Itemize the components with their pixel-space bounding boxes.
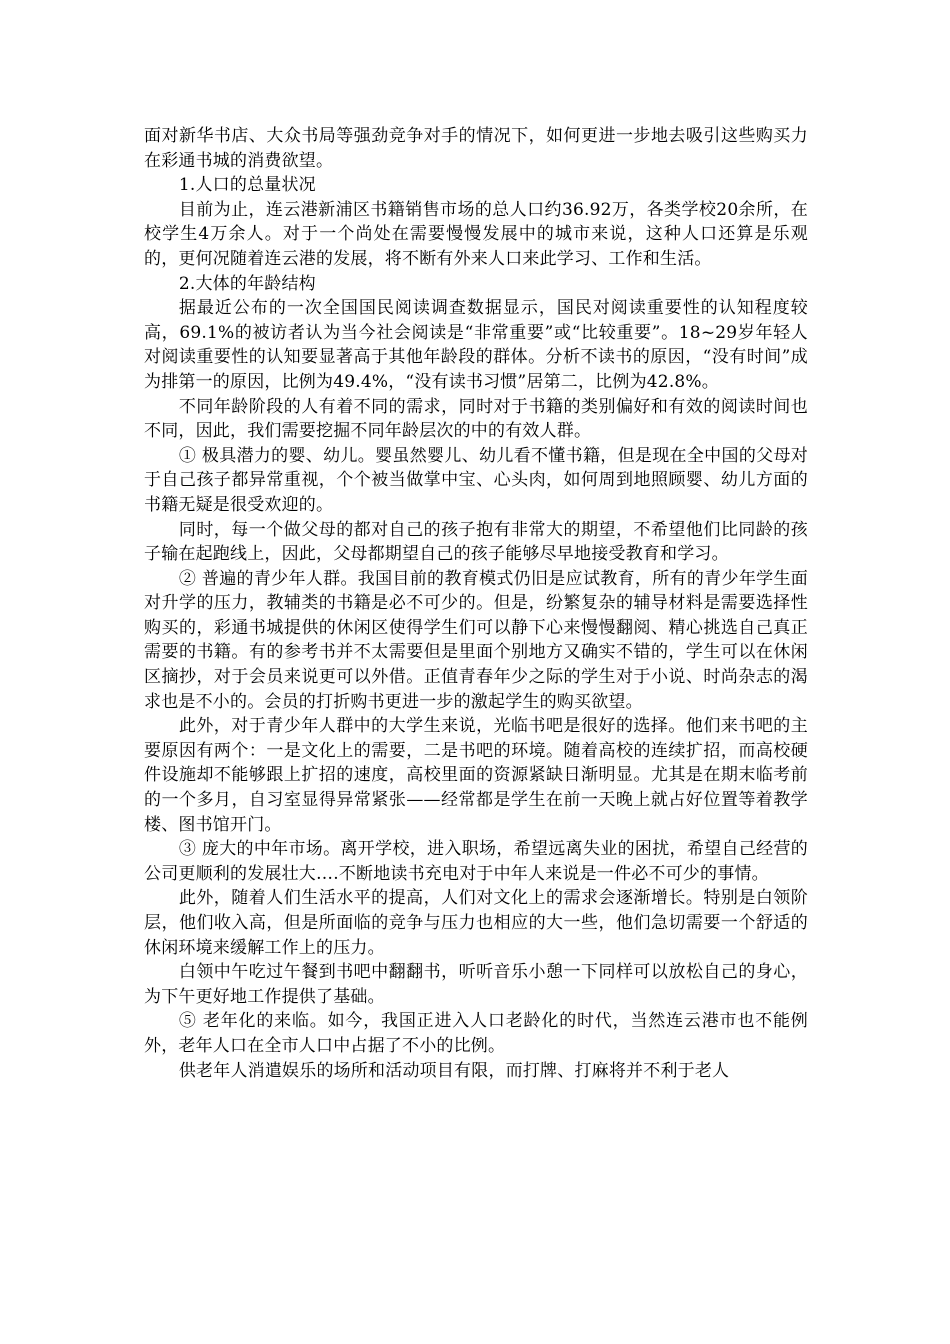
paragraph-elderly: ⑤ 老年化的来临。如今，我国正进入人口老龄化的时代，当然连云港市也不能例外，老年人口在全市人口中占据了不小的比例。 bbox=[144, 1011, 808, 1056]
paragraph-teenagers: ② 普遍的青少年人群。我国目前的教育模式仍旧是应试教育，所有的青少年学生面对升学的压力，教辅类的书籍是必不可少的。但是，纷繁复杂的辅导材料是需要选择性购买的，彩通书城提供的休闲区使得学生们可以静下心来慢慢翻阅、精心挑选自己真正需要的书籍。有的参考书并不太需要但是里面个别地方又确实不错的，学生可以在休闲区摘抄，对于会员来说更可以外借。正值青春年少之际的学生对于小说、时尚杂志的渴求也是不小的。会员的打折购书更进一步的激起学生的购买欲望。 bbox=[144, 568, 808, 712]
paragraph-population: 目前为止，连云港新浦区书籍销售市场的总人口约36.92万，各类学校20余所，在校学生4万余人。对于一个尚处在需要慢慢发展中的城市来说，这种人口还算是乐观的，更何况随着连云港的发展，将不断有外来人口来此学习、工作和生活。 bbox=[144, 199, 808, 269]
section-heading-age-structure: 2.大体的年龄结构 bbox=[178, 273, 316, 294]
paragraph-white-collar: 此外，随着人们生活水平的提高，人们对文化上的需求会逐渐增长。特别是白领阶层，他们收入高，但是所面临的竞争与压力也相应的大一些，他们急切需要一个舒适的休闲环境来缓解工作上的压力。 bbox=[144, 888, 808, 958]
document-body bbox=[144, 124, 808, 1083]
paragraph-elderly-entertainment: 供老年人消遣娱乐的场所和活动项目有限，而打牌、打麻将并不利于老人 bbox=[178, 1060, 730, 1081]
paragraph-middle-aged: ③ 庞大的中年市场。离开学校，进入职场，希望远离失业的困扰，希望自己经营的公司更顺利的发展壮大….不断地读书充电对于中年人来说是一件必不可少的事情。 bbox=[144, 839, 808, 884]
paragraph-age-needs: 不同年龄阶段的人有着不同的需求，同时对于书籍的类别偏好和有效的阅读时间也不同，因此，我们需要挖掘不同年龄层次的中的有效人群。 bbox=[144, 396, 808, 442]
section-heading-population: 1.人口的总量状况 bbox=[178, 175, 316, 196]
paragraph-parents-expectation: 同时，每一个做父母的都对自己的孩子抱有非常大的期望，不希望他们比同龄的孩子输在起跑线上，因此，父母都期望自己的孩子能够尽早地接受教育和学习。 bbox=[144, 519, 808, 565]
paragraph-lunch-break: 白领中午吃过午餐到书吧中翻翻书，听听音乐小憩一下同样可以放松自己的身心，为下午更好地工作提供了基础。 bbox=[144, 962, 808, 1007]
paragraph-intro-continued: 面对新华书店、大众书局等强劲竞争对手的情况下，如何更进一步地去吸引这些购买力在彩通书城的消费欲望。 bbox=[144, 126, 808, 171]
paragraph-reading-survey: 据最近公布的一次全国国民阅读调查数据显示，国民对阅读重要性的认知程度较高，69.1%的被访者认为当今社会阅读是“非常重要”或“比较重要”。18~29岁年轻人对阅读重要性的认知要显著高于其他年龄段的群体。分析不读书的原因，“没有时间”成为排第一的原因，比例为49.4%，“没有读书习惯”居第二，比例为42.8%。 bbox=[144, 298, 808, 392]
paragraph-infants: ① 极具潜力的婴、幼儿。婴虽然婴儿、幼儿看不懂书籍，但是现在全中国的父母对于自己孩子都异常重视，个个被当做掌中宝、心头肉，如何周到地照顾婴、幼儿方面的书籍无疑是很受欢迎的。 bbox=[144, 445, 808, 515]
paragraph-college-students: 此外，对于青少年人群中的大学生来说，光临书吧是很好的选择。他们来书吧的主要原因有两个：一是文化上的需要，二是书吧的环境。随着高校的连续扩招，而高校硬件设施却不能够跟上扩招的速度，高校里面的资源紧缺日渐明显。尤其是在期末临考前的一个多月，自习室显得异常紧张——经常都是学生在前一天晚上就占好位置等着教学楼、图书馆开门。 bbox=[144, 716, 808, 835]
